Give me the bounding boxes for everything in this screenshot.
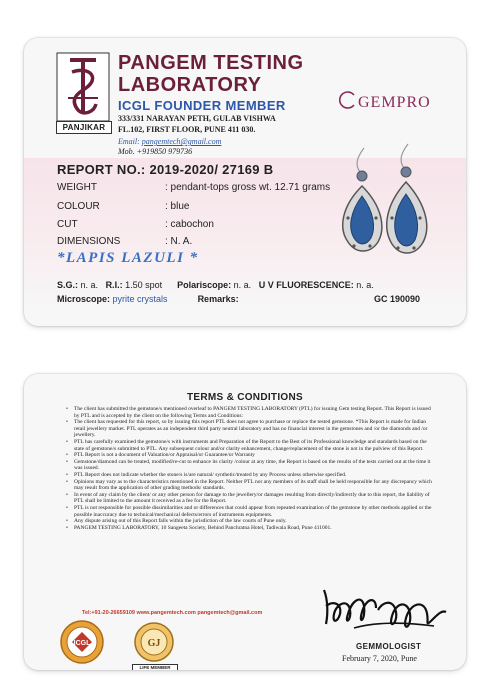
colour-row [57, 201, 189, 212]
icgl-seal-icon [60, 620, 104, 664]
weight-value: : pendant-tops gross wt. 12.71 grams [165, 182, 331, 193]
report-value: 2019-2020/ 27169 B [149, 162, 274, 177]
email-line [118, 137, 221, 146]
cut-value: : cabochon [165, 219, 214, 230]
signatory-title: GEMMOLOGIST [356, 642, 422, 651]
dimensions-value: : N. A. [165, 236, 193, 247]
email-link[interactable]: pangemtech@gmail.com [141, 137, 222, 146]
ptl-logo-icon [56, 52, 110, 122]
report-label: REPORT NO.: [57, 162, 146, 177]
email-label: Email: [118, 137, 140, 146]
term-item: • PTL Report does not indicate whether the stone/s is/are natural/ synthetic/treated by any Process unless otherwise specified. [66, 472, 436, 479]
weight-label: WEIGHT [57, 182, 97, 193]
stone-name: *LAPIS LAZULI * [57, 250, 199, 266]
term-item: • PTL Report is not a document of Valuation/or Appraisal/or Guarantee/or Warranty [66, 452, 436, 459]
microscope-label: Microscope: [57, 294, 111, 304]
sg-value: n. a. [80, 280, 99, 290]
cut-label: CUT [57, 219, 78, 230]
cut-row [57, 219, 214, 230]
report-card-back [24, 374, 466, 670]
properties-row [57, 280, 374, 290]
lab-name-line1: PANGEM TESTING [118, 52, 304, 74]
term-item: • PANGEM TESTING LABORATORY, 10 Sangeeta Society, Behind Panchratna Hotel, Tadiwala Road, Pune 411001. [66, 525, 436, 532]
gempro-swirl-icon [338, 90, 358, 110]
uv-label: U V FLUORESCENCE: [258, 280, 354, 290]
terms-list [66, 406, 436, 531]
ri-label: R.I.: [105, 280, 123, 290]
report-number [57, 162, 273, 177]
term-item: • PTL is not responsible for possible dissimilarities and or differences that could appear from repeated examination of the gemstone by other methods applied or the possible inaccuracy due to technical/mechanical defects/errors of instruments equipments. [66, 505, 436, 518]
icgl-member-line: ICGL FOUNDER MEMBER [118, 98, 286, 113]
dimensions-row [57, 236, 192, 247]
logo-label: PANJIKAR [56, 121, 112, 134]
polariscope-value: n. a. [233, 280, 252, 290]
contact-line: Tel:+91-20-26659109 www.pangemtech.com pangemtech@gmail.com [82, 610, 263, 616]
uv-value: n. a. [356, 280, 374, 290]
term-item: • The client has submitted the gemstone/s mentioned overleaf to PANGEM TESTING LABORATORY (PTL) for issuing Gem testing Report. This Report is issued by PTL and is accepted by the client on the following Terms and Conditions: [66, 406, 436, 419]
term-item: • Opinions may vary as to the characteristics mentioned in the Report. Neither PTL nor any members of its staff shall be held responsible for any discrepancy which may result from the application of other grading methods/ standards. [66, 479, 436, 492]
certificate-code: GC 190090 [374, 294, 421, 304]
gempro-logo [338, 90, 431, 112]
ri-value: 1.50 spot [125, 280, 163, 290]
signature-icon [314, 570, 454, 640]
seal-icgl-text: ICGL [73, 640, 91, 647]
sg-label: S.G.: [57, 280, 79, 290]
term-item: • The client has requested for this report, so by issuing this report PTL does not agree to purchase or replace the tested gemstone. *This Report is made for Indian retail jewellery market. PTL operates as an independent third party neutral laboratory and has no financial interest in the gemstones and /or the diamonds and /or jewellery. [66, 419, 436, 439]
address-line1: 333/331 NARAYAN PETH, GULAB VISHWA [118, 114, 276, 123]
colour-label: COLOUR [57, 201, 100, 212]
gempro-text: GEMPRO [358, 94, 431, 111]
polariscope-label: Polariscope: [177, 280, 232, 290]
term-item: • PTL has carefully examined the gemstone/s with instruments and Preparation of the Report to the Best of its Professional knowledge and standards based on the state of gemstone/s submitted to PTL. Any subsequent colour and/or clarity enhancement, change/replacement of the stone is not in the pulview of this Report. [66, 439, 436, 452]
weight-row [57, 182, 330, 193]
life-member-label: LIFE MEMBER [132, 664, 178, 670]
lab-name [118, 52, 304, 96]
dimensions-label: DIMENSIONS [57, 236, 121, 247]
earrings-photo-icon [324, 142, 442, 278]
microscope-value: pyrite crystals [112, 294, 168, 304]
ptl-logo [56, 52, 110, 134]
terms-title: TERMS & CONDITIONS [187, 392, 303, 403]
term-item: • Any dispute arising out of this Report falls within the jurisdiction of the law courts of Pune only. [66, 518, 436, 525]
issue-date: February 7, 2020, Pune [342, 654, 417, 663]
term-item: • In event of any claim by the client/ or any other person for damage to the jewellery/or damages resulting from directly/indirectly due to this report, the liability of PTL shall be limited to the amount it received as a fee for the Report. [66, 492, 436, 505]
microscope-row [57, 294, 239, 304]
term-item: • Gemstone/diamond can be treated, modified/re-cut to enhance its clarity /colour at any time, the Report is based on the results of the tests carried out at the time it was issued. [66, 459, 436, 472]
gjc-seal-icon [134, 622, 174, 662]
mobile-line: Mob. +919850 979736 [118, 147, 193, 156]
colour-value: : blue [165, 201, 190, 212]
report-card-front [24, 38, 466, 326]
address-line2: FL.102, FIRST FLOOR, PUNE 411 030. [118, 125, 256, 134]
lab-name-line2: LABORATORY [118, 74, 262, 96]
seal-gj-text: GJ [147, 638, 161, 649]
remarks-label: Remarks: [197, 294, 239, 304]
